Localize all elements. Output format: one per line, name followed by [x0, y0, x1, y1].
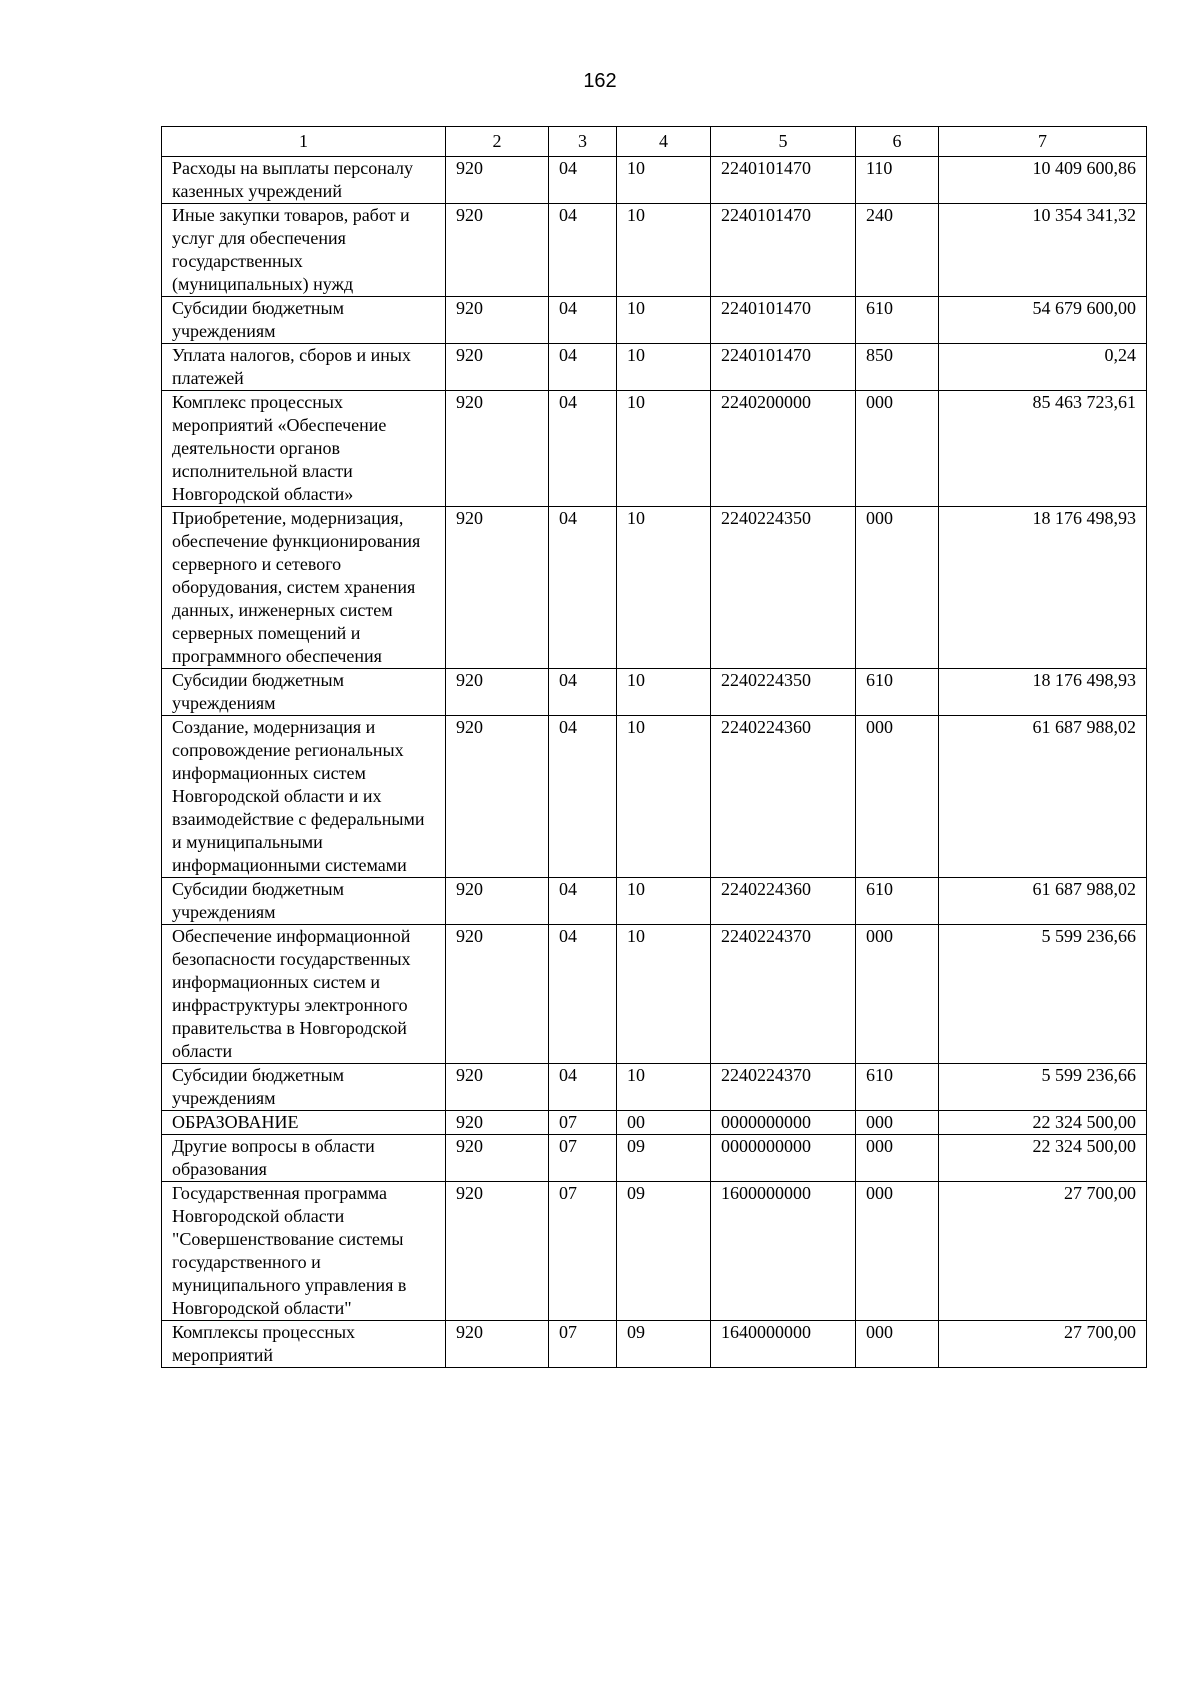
cell-amount: 22 324 500,00 — [939, 1135, 1147, 1182]
cell-col3: 04 — [549, 507, 617, 669]
cell-col4: 10 — [617, 878, 711, 925]
column-header: 4 — [617, 127, 711, 157]
cell-amount: 18 176 498,93 — [939, 507, 1147, 669]
cell-col5: 2240224350 — [711, 507, 856, 669]
cell-col2: 920 — [446, 204, 549, 297]
cell-amount: 27 700,00 — [939, 1182, 1147, 1321]
cell-col6: 610 — [856, 297, 939, 344]
cell-col5: 1640000000 — [711, 1321, 856, 1368]
cell-col5: 2240224370 — [711, 925, 856, 1064]
cell-col6: 000 — [856, 1321, 939, 1368]
cell-col6: 000 — [856, 1111, 939, 1135]
cell-col5: 2240224360 — [711, 878, 856, 925]
cell-col3: 04 — [549, 157, 617, 204]
row-name: Иные закупки товаров, работ и услуг для обеспечения государственных (муниципальных) нужд — [162, 204, 446, 297]
cell-col3: 04 — [549, 669, 617, 716]
cell-col4: 09 — [617, 1321, 711, 1368]
table-row — [162, 344, 1147, 391]
cell-col2: 920 — [446, 1064, 549, 1111]
cell-col5: 2240101470 — [711, 157, 856, 204]
cell-amount: 27 700,00 — [939, 1321, 1147, 1368]
cell-col5: 2240101470 — [711, 344, 856, 391]
cell-amount: 54 679 600,00 — [939, 297, 1147, 344]
table-row — [162, 204, 1147, 297]
table-row — [162, 507, 1147, 669]
cell-col2: 920 — [446, 669, 549, 716]
cell-col2: 920 — [446, 1135, 549, 1182]
cell-col3: 07 — [549, 1182, 617, 1321]
cell-col4: 10 — [617, 925, 711, 1064]
cell-col4: 10 — [617, 297, 711, 344]
table-row — [162, 925, 1147, 1064]
table-row — [162, 391, 1147, 507]
cell-col2: 920 — [446, 1321, 549, 1368]
row-name: Приобретение, модернизация, обеспечение функционирования серверного и сетевого оборудования, систем хранения данных, инженерных систем серверных помещений и программного обеспечения — [162, 507, 446, 669]
cell-amount: 61 687 988,02 — [939, 716, 1147, 878]
cell-col2: 920 — [446, 297, 549, 344]
table-row — [162, 1111, 1147, 1135]
cell-col3: 07 — [549, 1135, 617, 1182]
column-header: 3 — [549, 127, 617, 157]
budget-table — [161, 126, 1147, 1368]
cell-col4: 10 — [617, 204, 711, 297]
cell-col3: 04 — [549, 1064, 617, 1111]
table-row — [162, 1064, 1147, 1111]
cell-col6: 240 — [856, 204, 939, 297]
column-header: 7 — [939, 127, 1147, 157]
row-name: Комплекс процессных мероприятий «Обеспечение деятельности органов исполнительной власти Новгородской области» — [162, 391, 446, 507]
cell-col4: 09 — [617, 1182, 711, 1321]
cell-col6: 000 — [856, 1135, 939, 1182]
row-name: Расходы на выплаты персоналу казенных учреждений — [162, 157, 446, 204]
table-row — [162, 1135, 1147, 1182]
row-name: Субсидии бюджетным учреждениям — [162, 297, 446, 344]
row-name: Субсидии бюджетным учреждениям — [162, 878, 446, 925]
table-row — [162, 878, 1147, 925]
cell-amount: 22 324 500,00 — [939, 1111, 1147, 1135]
cell-amount: 5 599 236,66 — [939, 925, 1147, 1064]
row-name: Субсидии бюджетным учреждениям — [162, 669, 446, 716]
cell-amount: 5 599 236,66 — [939, 1064, 1147, 1111]
cell-col3: 07 — [549, 1111, 617, 1135]
cell-col6: 610 — [856, 669, 939, 716]
cell-col5: 2240224370 — [711, 1064, 856, 1111]
cell-amount: 10 409 600,86 — [939, 157, 1147, 204]
cell-col6: 000 — [856, 1182, 939, 1321]
table-row — [162, 297, 1147, 344]
cell-amount: 0,24 — [939, 344, 1147, 391]
row-name: Комплексы процессных мероприятий — [162, 1321, 446, 1368]
row-name: Другие вопросы в области образования — [162, 1135, 446, 1182]
cell-col4: 10 — [617, 1064, 711, 1111]
table-header-row — [162, 127, 1147, 157]
cell-col5: 2240224350 — [711, 669, 856, 716]
cell-col4: 10 — [617, 507, 711, 669]
cell-col2: 920 — [446, 878, 549, 925]
cell-col3: 07 — [549, 1321, 617, 1368]
table-row — [162, 1321, 1147, 1368]
cell-amount: 61 687 988,02 — [939, 878, 1147, 925]
column-header: 2 — [446, 127, 549, 157]
cell-col4: 09 — [617, 1135, 711, 1182]
cell-col4: 10 — [617, 391, 711, 507]
cell-col4: 10 — [617, 157, 711, 204]
column-header: 5 — [711, 127, 856, 157]
cell-col3: 04 — [549, 297, 617, 344]
cell-col5: 2240101470 — [711, 297, 856, 344]
row-name: ОБРАЗОВАНИЕ — [162, 1111, 446, 1135]
cell-col2: 920 — [446, 1111, 549, 1135]
cell-col5: 1600000000 — [711, 1182, 856, 1321]
cell-col2: 920 — [446, 1182, 549, 1321]
cell-col6: 110 — [856, 157, 939, 204]
cell-col5: 0000000000 — [711, 1111, 856, 1135]
cell-col5: 2240200000 — [711, 391, 856, 507]
row-name: Обеспечение информационной безопасности государственных информационных систем и инфраструктуры электронного правительства в Новгородской области — [162, 925, 446, 1064]
cell-col5: 2240101470 — [711, 204, 856, 297]
cell-amount: 85 463 723,61 — [939, 391, 1147, 507]
cell-col6: 610 — [856, 1064, 939, 1111]
cell-col4: 10 — [617, 344, 711, 391]
cell-col6: 000 — [856, 507, 939, 669]
cell-col4: 10 — [617, 716, 711, 878]
cell-col6: 000 — [856, 925, 939, 1064]
cell-col3: 04 — [549, 204, 617, 297]
table-row — [162, 1182, 1147, 1321]
row-name: Государственная программа Новгородской области "Совершенствование системы государственного и муниципального управления в Новгородской области" — [162, 1182, 446, 1321]
column-header: 1 — [162, 127, 446, 157]
cell-col2: 920 — [446, 925, 549, 1064]
cell-col3: 04 — [549, 716, 617, 878]
cell-col6: 000 — [856, 391, 939, 507]
cell-col5: 0000000000 — [711, 1135, 856, 1182]
cell-col3: 04 — [549, 925, 617, 1064]
cell-col3: 04 — [549, 878, 617, 925]
cell-col6: 610 — [856, 878, 939, 925]
cell-col6: 000 — [856, 716, 939, 878]
page-number: 162 — [583, 70, 617, 92]
cell-col6: 850 — [856, 344, 939, 391]
cell-col4: 10 — [617, 669, 711, 716]
table-row — [162, 716, 1147, 878]
cell-col2: 920 — [446, 391, 549, 507]
cell-col2: 920 — [446, 716, 549, 878]
row-name: Уплата налогов, сборов и иных платежей — [162, 344, 446, 391]
table-row — [162, 157, 1147, 204]
cell-col2: 920 — [446, 507, 549, 669]
cell-amount: 18 176 498,93 — [939, 669, 1147, 716]
cell-col2: 920 — [446, 157, 549, 204]
cell-col5: 2240224360 — [711, 716, 856, 878]
cell-col3: 04 — [549, 344, 617, 391]
cell-amount: 10 354 341,32 — [939, 204, 1147, 297]
cell-col4: 00 — [617, 1111, 711, 1135]
column-header: 6 — [856, 127, 939, 157]
cell-col2: 920 — [446, 344, 549, 391]
row-name: Субсидии бюджетным учреждениям — [162, 1064, 446, 1111]
table-row — [162, 669, 1147, 716]
cell-col3: 04 — [549, 391, 617, 507]
row-name: Создание, модернизация и сопровождение региональных информационных систем Новгородской области и их взаимодействие с федеральными и муниципальными информационными системами — [162, 716, 446, 878]
